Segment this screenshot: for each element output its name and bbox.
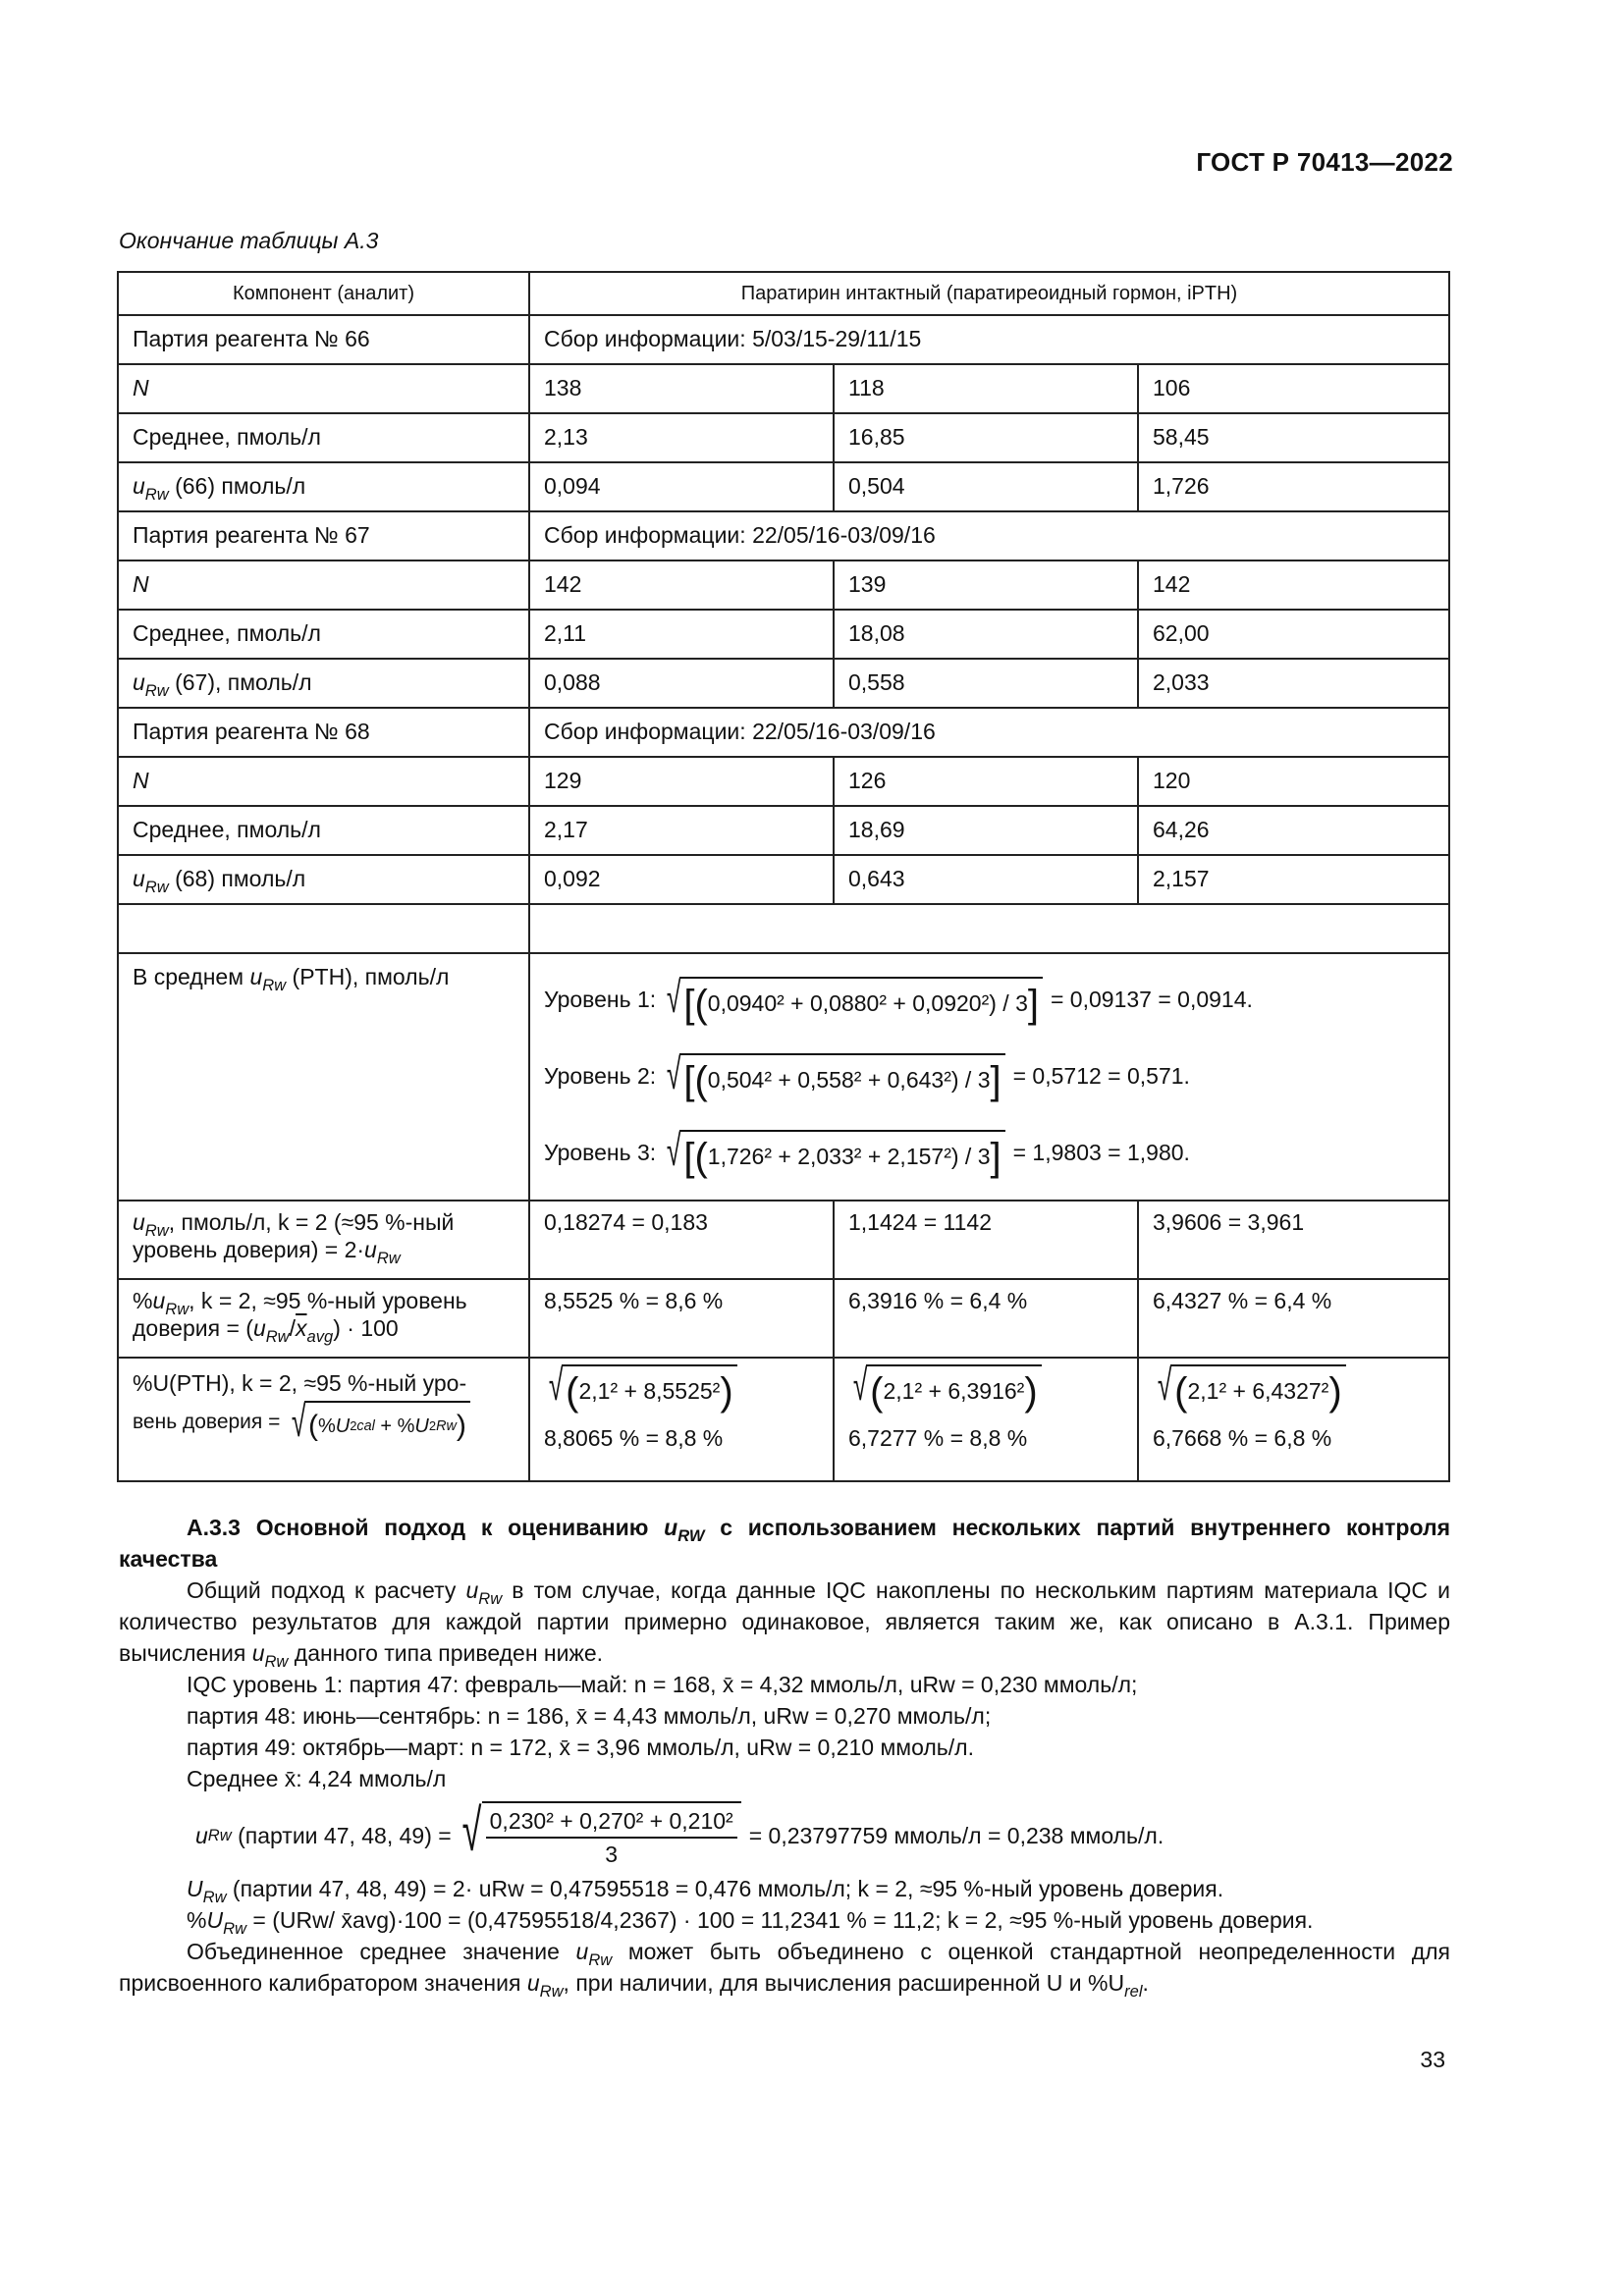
level-formula: Уровень 2: √ [ ( 0,504² + 0,558² + 0,643² ) / 3 ] = 0,5712 = 0,571.: [544, 1050, 1190, 1102]
iqc-line: партия 49: октябрь—март: n = 172, x̄ = 3,96 ммоль/л, uRw = 0,210 ммоль/л.: [187, 1735, 974, 1760]
table-cell: 2,13: [529, 413, 834, 462]
table-cell: 1,1424 = 1142: [834, 1201, 1138, 1279]
sqrt-icon: √: [667, 974, 681, 1022]
col-header-component: Компонент (аналит): [118, 272, 529, 315]
table-cell: 2,157: [1138, 855, 1449, 904]
n-label: N: [118, 561, 529, 610]
table-cell: 6,3916 % = 6,4 %: [834, 1279, 1138, 1358]
paragraph: Общий подход к расчету $u_{Rw}$ в том случае, когда данные IQC накоплены по нескольким партиям материала IQC и количество результатов для каждой партии примерно одинаковое, является таким же, как описано в А.3.1. Пример вычисления $u_{Rw}$ данного типа приведен ниже.: [119, 1577, 1450, 1671]
n-label: N: [118, 364, 529, 413]
table-cell: 18,69: [834, 806, 1138, 855]
table-cell: 0,094: [529, 462, 834, 511]
level-formula: Уровень 1: √ [ ( 0,0940² + 0,0880² + 0,0920² ) / 3 ] = 0,09137 = 0,0914.: [544, 974, 1253, 1026]
table-cell: 142: [1138, 561, 1449, 610]
table-cell: 16,85: [834, 413, 1138, 462]
iqc-line: IQC уровень 1: партия 47: февраль—май: n = 168, x̄ = 4,32 ммоль/л, uRw = 0,230 ммоль/л;: [187, 1672, 1138, 1697]
table-cell: 3,9606 = 3,961: [1138, 1201, 1449, 1279]
batch-info: Сбор информации: 5/03/15-29/11/15: [529, 315, 1449, 364]
table-cell: 6,4327 % = 6,4 %: [1138, 1279, 1449, 1358]
table-cell: 0,643: [834, 855, 1138, 904]
u-label: $u_{Rw}$ (67), пмоль/л: [118, 659, 529, 708]
iqc-line: Среднее x̄: 4,24 ммоль/л: [187, 1766, 447, 1791]
equation: u Rw (партии 47, 48, 49) = √ $\frac{\text{0,230² + 0,270² + 0,210²}}{3}$ = 0,23797759 ммоль/л = 0,238 ммоль/л.: [195, 1802, 1450, 1869]
table-cell: 139: [834, 561, 1138, 610]
table-cell: 0,092: [529, 855, 834, 904]
level-formula: Уровень 3: √ [ ( 1,726² + 2,033² + 2,157² ) / 3 ] = 1,9803 = 1,980.: [544, 1127, 1190, 1179]
pct-u-label: $\%u_{Rw}$, k = 2, ≈95 %-ный уровень доверия = $(u_{Rw}/\overline{x}_{avg}) \cdot 100$: [118, 1279, 529, 1358]
table-cell: 126: [834, 757, 1138, 806]
table-cell: 120: [1138, 757, 1449, 806]
table-cell: 2,17: [529, 806, 834, 855]
page-number: 33: [1420, 2047, 1445, 2072]
sqrt-icon: √: [548, 1362, 564, 1410]
results-table: [117, 271, 1450, 1482]
table-caption: Окончание таблицы А.3: [119, 228, 379, 253]
table-cell: 8,5525 % = 8,6 %: [529, 1279, 834, 1358]
table-cell: 0,504: [834, 462, 1138, 511]
mean-label: Среднее, пмоль/л: [118, 413, 529, 462]
u-label: $u_{Rw}$ (68) пмоль/л: [118, 855, 529, 904]
mean-label: Среднее, пмоль/л: [118, 610, 529, 659]
table-cell: 62,00: [1138, 610, 1449, 659]
sqrt-icon: √: [1157, 1362, 1172, 1410]
result-line: $\%U_{Rw} = (URw/$ x̄avg)·100 = (0,47595518/4,2367) · 100 = 11,2341 % = 11,2; k = 2, ≈95 %-ный уровень доверия.: [187, 1907, 1314, 1938]
pct-U-label: %U(PTH), k = 2, ≈95 %-ный уро- вень доверия = √ ( % U 2 cal + % U 2 Rw ): [118, 1358, 529, 1481]
table-cell: 18,08: [834, 610, 1138, 659]
section-title: А.3.3 Основной подход к оцениванию $u_{RW}$ с использованием нескольких партий внутреннего контроля качества: [119, 1515, 1450, 1572]
avg-label: В среднем $u_{Rw}$ (PTH), пмоль/л: [118, 953, 529, 1201]
sqrt-icon: √: [291, 1397, 306, 1446]
sqrt-icon: √: [667, 1050, 681, 1098]
document-id: ГОСТ Р 70413—2022: [1196, 147, 1453, 177]
uRw-k-label: $u_{Rw}$, пмоль/л, k = 2 (≈95 %-ный уровень доверия) = $2\cdot u_{Rw}$: [118, 1201, 529, 1279]
mean-label: Среднее, пмоль/л: [118, 806, 529, 855]
table-cell: 138: [529, 364, 834, 413]
table-cell: 142: [529, 561, 834, 610]
table-cell: 2,033: [1138, 659, 1449, 708]
table-cell: √ ( 2,1² + 6,3916² ) 6,7277 % = 8,8 %: [834, 1358, 1138, 1481]
n-label: N: [118, 757, 529, 806]
table-cell: 106: [1138, 364, 1449, 413]
iqc-line: партия 48: июнь—сентябрь: n = 186, x̄ = 4,43 ммоль/л, uRw = 0,270 ммоль/л;: [187, 1703, 992, 1729]
batch-info: Сбор информации: 22/05/16-03/09/16: [529, 511, 1449, 561]
table-cell: 1,726: [1138, 462, 1449, 511]
table-cell: √ ( 2,1² + 8,5525² ) 8,8065 % = 8,8 %: [529, 1358, 834, 1481]
empty-cell: [118, 904, 529, 953]
table-cell: 2,11: [529, 610, 834, 659]
sqrt-icon: √: [461, 1797, 482, 1863]
table-cell: 64,26: [1138, 806, 1449, 855]
u-label: $u_{Rw}$ (66) пмоль/л: [118, 462, 529, 511]
table-cell: 0,088: [529, 659, 834, 708]
batch-label: Партия реагента № 68: [118, 708, 529, 757]
table-cell: 58,45: [1138, 413, 1449, 462]
batch-info: Сбор информации: 22/05/16-03/09/16: [529, 708, 1449, 757]
table-cell: 0,18274 = 0,183: [529, 1201, 834, 1279]
sqrt-icon: √: [667, 1127, 681, 1175]
table-cell: √ ( 2,1² + 6,4327² ) 6,7668 % = 6,8 %: [1138, 1358, 1449, 1481]
table-cell: 118: [834, 364, 1138, 413]
table-cell: 129: [529, 757, 834, 806]
col-header-analyte: Паратирин интактный (паратиреоидный гормон, iPTH): [529, 272, 1449, 315]
result-line: $U_{Rw}$ (партии 47, 48, 49) = 2· uRw = 0,47595518 = 0,476 ммоль/л; k = 2, ≈95 %-ный уровень доверия.: [187, 1876, 1224, 1906]
table-cell: 0,558: [834, 659, 1138, 708]
paragraph: Объединенное среднее значение $u_{Rw}$ может быть объединено с оценкой стандартной неопределенности для присвоенного калибратором значения $u_{Rw}$, при наличии, для вычисления расширенной U и $\%U_{rel}$.: [119, 1939, 1450, 2001]
batch-label: Партия реагента № 66: [118, 315, 529, 364]
batch-label: Партия реагента № 67: [118, 511, 529, 561]
empty-cell: [529, 904, 1449, 953]
sqrt-icon: √: [852, 1362, 868, 1410]
section-body: [119, 1512, 1450, 1999]
level-formulas: [529, 953, 1449, 1201]
